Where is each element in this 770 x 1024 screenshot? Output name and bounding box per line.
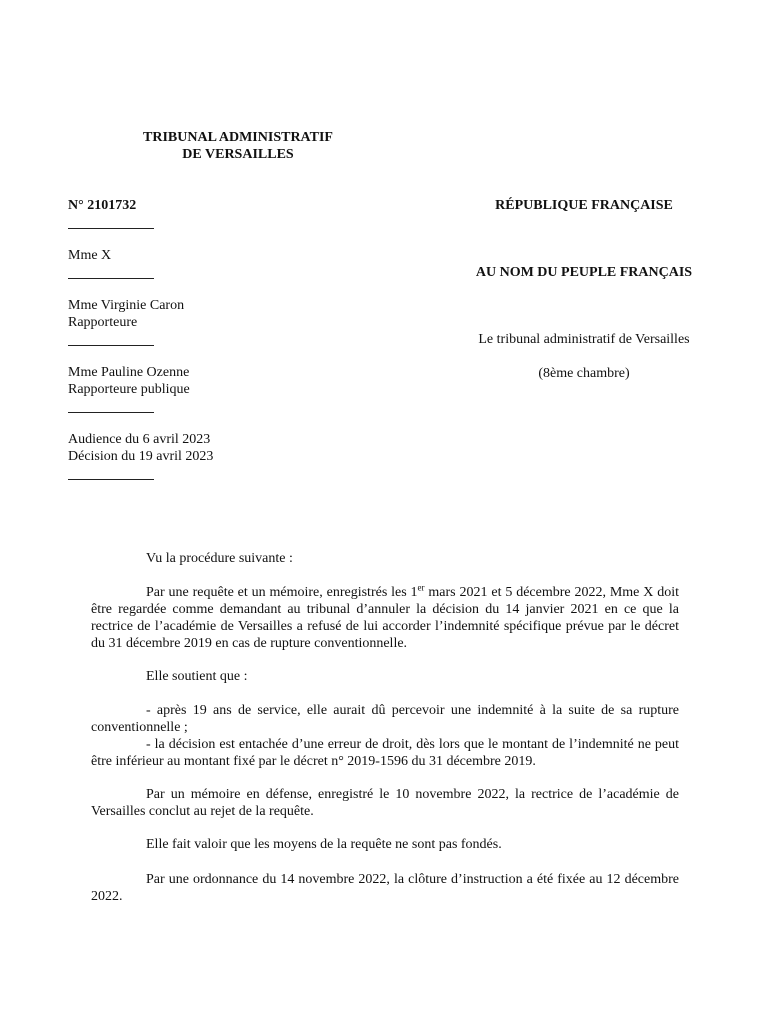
paragraph-defense: Par un mémoire en défense, enregistré le 10 novembre 2022, la rectrice de l’académie de Versailles conclut au rejet de la requête.	[91, 787, 679, 819]
rapporteur-name: Mme Virginie Caron	[68, 298, 185, 313]
public-rapporteur-block	[68, 364, 190, 398]
paragraph-claims-intro: Elle soutient que :	[146, 669, 248, 684]
dates-block	[68, 431, 213, 465]
chamber: (8ème chambre)	[538, 366, 630, 381]
public-rapporteur-name: Mme Pauline Ozenne	[68, 365, 190, 380]
in-the-name-heading: AU NOM DU PEUPLE FRANÇAIS	[475, 265, 693, 280]
court-name-line2: DE VERSAILLES	[182, 147, 294, 162]
republic-heading: RÉPUBLIQUE FRANÇAISE	[495, 198, 673, 213]
rapporteur-role: Rapporteure	[68, 315, 138, 330]
separator-rule	[68, 278, 154, 279]
tribunal-name: Le tribunal administratif de Versailles	[478, 332, 690, 347]
paragraph-defense-argument: Elle fait valoir que les moyens de la requête ne sont pas fondés.	[146, 837, 502, 852]
ordinal-superscript: er	[417, 582, 425, 593]
rapporteur-block	[68, 297, 184, 331]
separator-rule	[68, 228, 154, 229]
public-rapporteur-role: Rapporteure publique	[68, 382, 190, 397]
paragraph-claim-1: - après 19 ans de service, elle aurait dû percevoir une indemnité à la suite de sa rupture conventionnelle ;	[91, 703, 679, 735]
separator-rule	[68, 479, 154, 480]
party-name: Mme X	[68, 248, 112, 263]
case-number: N° 2101732	[68, 198, 137, 213]
court-heading	[118, 129, 358, 163]
paragraph-order: Par une ordonnance du 14 novembre 2022, la clôture d’instruction a été fixée au 12 décembre 2022.	[91, 872, 679, 904]
paragraph-request	[91, 584, 679, 652]
court-name-line1: TRIBUNAL ADMINISTRATIF	[143, 130, 333, 145]
paragraph-request-rest: mars 2021 et 5 décembre 2022, Mme X doit être regardée comme demandant au tribunal d’annuler la décision du 14 janvier 2021 en ce que la rectrice de l’académie de Versailles a refusé de lui accorder l’indemnité spécifique prévue par le décret du 31 décembre 2019 en cas de rupture conventionnelle.	[91, 585, 679, 651]
procedure-intro: Vu la procédure suivante :	[146, 551, 293, 566]
paragraph-claim-2: - la décision est entachée d’une erreur de droit, dès lors que le montant de l’indemnité ne peut être inférieur au montant fixé par le décret n° 2019-1596 du 31 décembre 2019.	[91, 737, 679, 769]
hearing-date: Audience du 6 avril 2023	[68, 432, 211, 447]
separator-rule	[68, 345, 154, 346]
decision-date: Décision du 19 avril 2023	[68, 449, 214, 464]
separator-rule	[68, 412, 154, 413]
paragraph-request-start: Par une requête et un mémoire, enregistrés les 1	[146, 585, 418, 600]
